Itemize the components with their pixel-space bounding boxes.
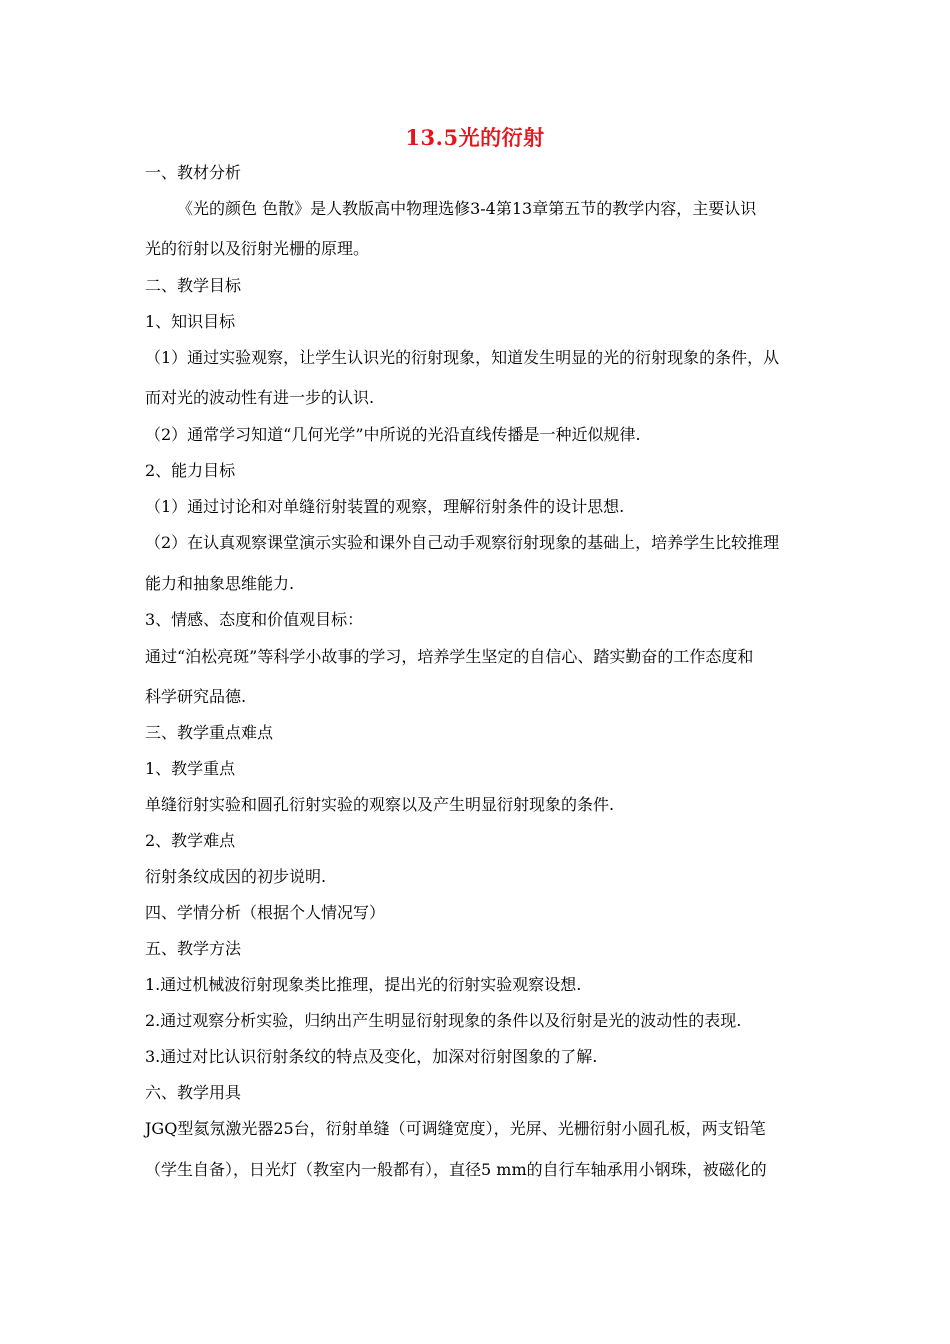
section-heading-objectives: 二、教学目标 (145, 276, 242, 295)
section-heading-student-analysis: 四、学情分析（根据个人情况写） (145, 903, 386, 922)
subheading-knowledge: 1、知识目标 (145, 312, 236, 331)
paragraph-line: 衍射条纹成因的初步说明. (145, 867, 327, 886)
paragraph-line: 《光的颜色 色散》是人教版高中物理选修3-4第13章第五节的教学内容，主要认识 (177, 199, 757, 218)
subheading-emotion: 3、情感、态度和价值观目标： (145, 610, 364, 629)
page-title: 13.5光的衍射 (405, 125, 545, 150)
paragraph-line: 单缝衍射实验和圆孔衍射实验的观察以及产生明显衍射现象的条件. (145, 795, 615, 814)
paragraph-line: （学生自备），日光灯（教室内一般都有），直径5 mm的自行车轴承用小钢珠，被磁化的 (145, 1160, 767, 1179)
paragraph-line: JGQ型氦氖激光器25台，衍射单缝（可调缝宽度），光屏、光栅衍射小圆孔板，两支铅笔 (145, 1119, 766, 1138)
paragraph-line: 光的衍射以及衍射光栅的原理。 (145, 239, 370, 258)
paragraph-line: 通过“泊松亮斑”等科学小故事的学习，培养学生坚定的自信心、踏实勤奋的工作态度和 (145, 647, 754, 666)
section-heading-methods: 五、教学方法 (145, 939, 242, 958)
section-heading-tools: 六、教学用具 (145, 1083, 242, 1102)
list-item: 3.通过对比认识衍射条纹的特点及变化，加深对衍射图象的了解. (145, 1047, 598, 1066)
paragraph-line: （2）在认真观察课堂演示实验和课外自己动手观察衍射现象的基础上，培养学生比较推理 (145, 533, 780, 552)
subheading-difficulty: 2、教学难点 (145, 831, 236, 850)
list-item: 2.通过观察分析实验，归纳出产生明显衍射现象的条件以及衍射是光的波动性的表现. (145, 1011, 742, 1030)
paragraph-line: （2）通常学习知道“几何光学”中所说的光沿直线传播是一种近似规律. (145, 425, 641, 444)
paragraph-line: 而对光的波动性有进一步的认识. (145, 388, 375, 407)
list-item: 1.通过机械波衍射现象类比推理，提出光的衍射实验观察设想. (145, 975, 582, 994)
paragraph-line: 科学研究品德. (145, 687, 247, 706)
subheading-focus: 1、教学重点 (145, 759, 236, 778)
paragraph-line: （1）通过讨论和对单缝衍射装置的观察，理解衍射条件的设计思想. (145, 497, 625, 516)
subheading-ability: 2、能力目标 (145, 461, 236, 480)
section-heading-key-points: 三、教学重点难点 (145, 723, 274, 742)
section-heading-textbook-analysis: 一、教材分析 (145, 163, 242, 182)
paragraph-line: 能力和抽象思维能力. (145, 574, 295, 593)
paragraph-line: （1）通过实验观察，让学生认识光的衍射现象，知道发生明显的光的衍射现象的条件，从 (145, 348, 780, 367)
